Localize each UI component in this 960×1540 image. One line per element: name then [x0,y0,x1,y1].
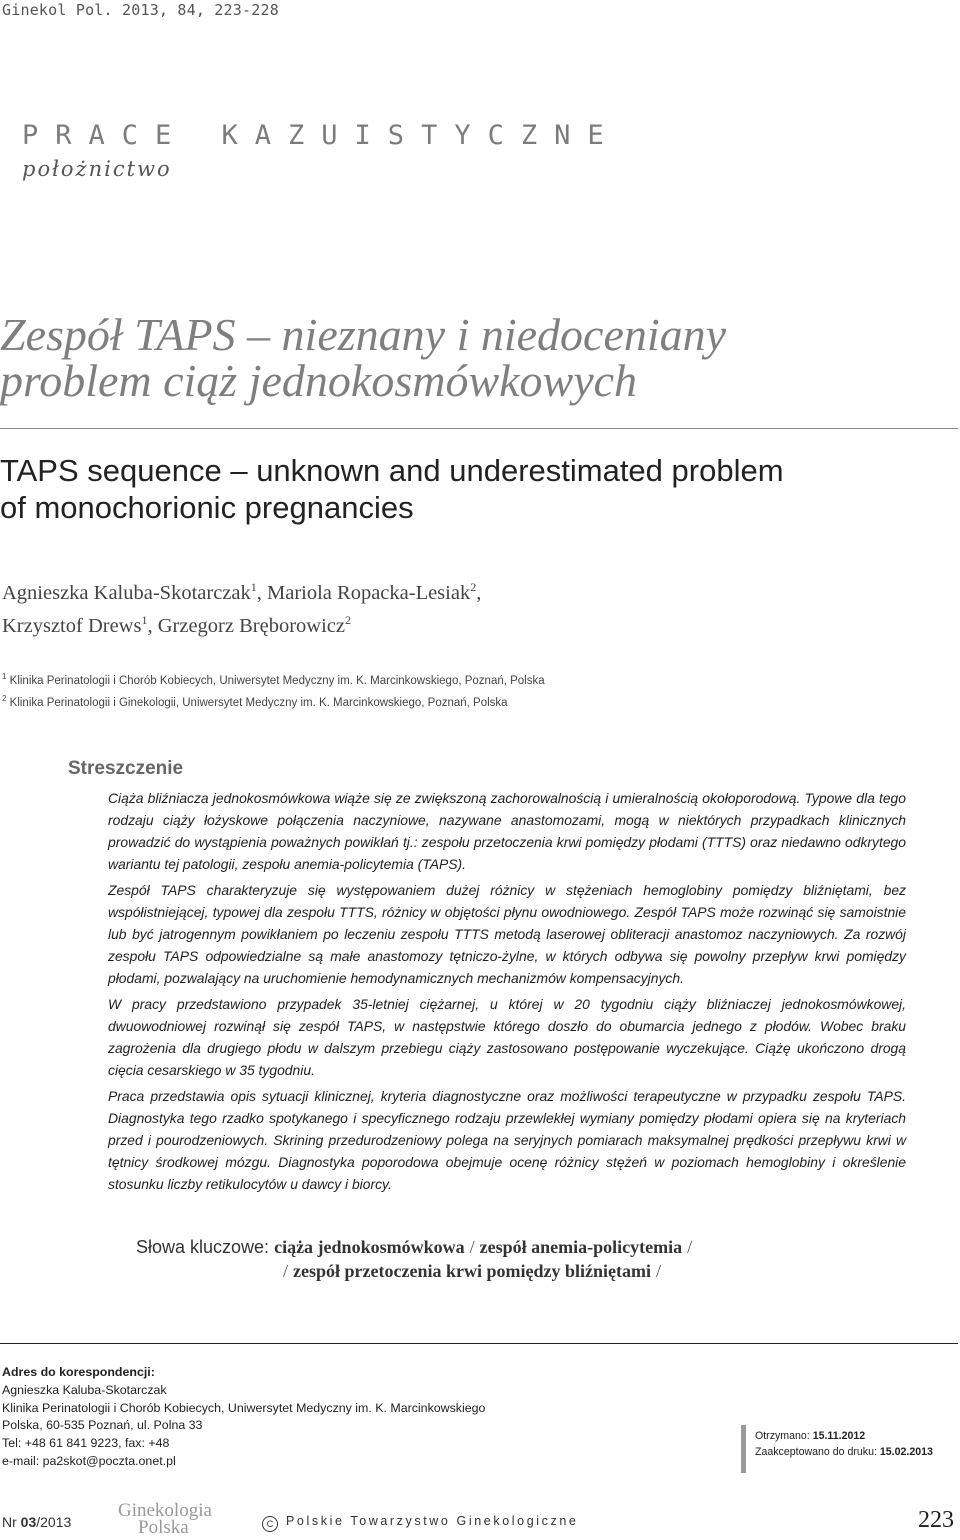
section-heading: PRACE KAZUISTYCZNE [22,120,621,151]
received-label: Otrzymano: [755,1430,810,1442]
society-name: Polskie Towarzystwo Ginekologiczne [286,1514,579,1528]
accepted-date [755,1444,933,1460]
abstract-body [108,787,906,1199]
abstract-paragraph: Ciąża bliźniacza jednokosmówkowa wiąże się ze zwiększoną zachorowalnością i umieralnością okołoporodową. Typowe dla tego rodzaju ciąży łożyskowe połączenia naczyniowe, nazywane anastomozami, mogą w niektórych przypadkach klinicznych prowadzić do wystąpienia poważnych powikłań tj.: zespołu przetoczenia krwi pomiędzy płodami (TTTS) oraz niedawno odkrytego wariantu tej patologii, zespołu anemia-policytemia (TAPS). [108,790,906,872]
author-affiliation-mark: 1 [250,580,257,594]
accepted-label: Zaakceptowano do druku: [755,1446,877,1458]
correspondence-email[interactable]: e-mail: pa2skot@poczta.onet.pl [2,1453,176,1468]
issue-number-value: 03 [20,1514,37,1530]
affiliation-number: 2 [2,693,7,703]
abstract-paragraph: Zespół TAPS charakteryzuje się występowaniem dużej różnicy w stężeniach hemoglobiny pomiędzy bliźniętami, bez współistniejącej, typowej dla zespołu TTTS, różnicy w objętości płynu owodniowego. Zespół TAPS może rozwinąć się samoistnie lub być jatrogennym powikłaniem po leczeniu zespołu TTTS metodą laserowej obliteracji anastomoz naczyniowych. Za rozwój zespołu TAPS odpowiedzialne są małe anastomozy tętniczo-żylne, w których odbywa się powolny przepływ krwi pomiędzy płodami, pozwalający na uruchomienie hemodynamicznych mechanizmów kompensacyjnych. [108,882,906,986]
keywords [136,1235,836,1283]
correspondence-line: Tel: +48 61 841 9223, fax: +48 [2,1436,170,1451]
keyword: ciąża jednokosmówkowa [274,1237,465,1257]
affiliation-list [2,668,545,712]
copyright-icon: C [262,1516,278,1532]
keywords-line [136,1235,836,1259]
author-affiliation-mark: 1 [141,612,148,627]
author-separator: , [476,581,482,604]
dates-block [755,1428,933,1460]
journal-reference: Ginekol Pol. 2013, 84, 223-228 [2,1,279,19]
dates-accent-bar [741,1425,746,1473]
title-polish-line: Zespół TAPS – nieznany i niedoceniany [0,309,727,360]
received-value: 15.11.2012 [812,1430,866,1442]
accepted-value: 15.02.2013 [879,1446,933,1458]
author-name: Grzegorz Bręborowicz [157,614,345,637]
author-affiliation-mark: 2 [344,612,351,627]
title-english-line: TAPS sequence – unknown and underestimated problem [0,453,784,488]
title-english [0,452,960,526]
correspondence-line: Klinika Perinatologii i Chorób Kobiecych, Uniwersytet Medyczny im. K. Marcinkowskiego [2,1400,486,1415]
author-line [2,607,481,640]
correspondence-line: Agnieszka Kaluba-Skotarczak [2,1382,167,1397]
author-affiliation-mark: 2 [470,580,477,594]
journal-logo-line: Polska [138,1517,189,1538]
affiliation-text: Klinika Perinatologii i Chorób Kobiecych, Uniwersytet Medyczny im. K. Marcinkowskiego, Poznań, Polska [9,674,545,687]
issue-prefix: Nr [2,1514,21,1530]
title-polish-line: problem ciąż jednokosmówkowych [0,355,638,406]
correspondence-divider [0,1343,958,1344]
title-english-line: of monochorionic pregnancies [0,490,414,525]
affiliation-item [2,668,545,690]
author-name: Agnieszka Kaluba-Skotarczak [2,581,251,604]
received-date [755,1428,933,1444]
correspondence-block [2,1364,485,1471]
keywords-line [136,1259,836,1283]
abstract-paragraph: W pracy przedstawiono przypadek 35-letniej ciężarnej, u której w 20 tygodniu ciąży bliźniaczej jednokosmówkowej, dwuowodniowej rozwinął się zespół TAPS, w następstwie którego doszło do obumarcia jednego z płodów. Wobec braku zagrożenia dla drugiego płodu w dalszym przebiegu ciąży zastosowano postępowanie wyczekujące. Ciążę ukończono drogą cięcia cesarskiego w 35 tygodniu. [108,996,906,1078]
abstract-heading: Streszczenie [68,758,184,779]
keyword-separator: / [469,1237,475,1257]
title-polish [0,309,960,406]
keyword-separator: / [655,1261,661,1281]
correspondence-line: Polska, 60-535 Poznań, ul. Polna 33 [2,1418,203,1433]
keyword: zespół anemia-policytemia [479,1237,683,1257]
author-name: Krzysztof Drews [2,614,142,637]
affiliation-item [2,690,545,712]
affiliation-number: 1 [2,672,7,681]
journal-logo-line: Ginekologia [118,1500,212,1521]
keyword-separator: / [687,1237,693,1257]
keywords-label: Słowa kluczowe: [136,1237,270,1257]
society-credit [262,1514,578,1532]
author-separator: , [147,614,158,637]
issue-number [2,1514,71,1530]
issue-year: /2013 [36,1514,72,1530]
author-line [2,574,481,607]
author-list [2,574,481,640]
journal-logo [118,1500,238,1540]
correspondence-heading: Adres do korespondencji: [2,1365,155,1379]
keyword: zespół przetoczenia krwi pomiędzy bliźniętami [293,1261,651,1281]
author-separator: , [256,581,267,604]
keyword-separator: / [283,1261,289,1281]
subsection-heading: położnictwo [22,157,172,181]
page-number: 223 [918,1507,954,1533]
affiliation-text: Klinika Perinatologii i Ginekologii, Uniwersytet Medyczny im. K. Marcinkowskiego, Poznań, Polska [9,696,508,709]
author-name: Mariola Ropacka-Lesiak [267,581,471,604]
title-divider [0,428,958,429]
abstract-paragraph: Praca przedstawia opis sytuacji klinicznej, kryteria diagnostyczne oraz możliwości terapeutyczne w przypadku zespołu TAPS. Diagnostyka tego rzadko spotykanego i specyficznego rodzaju przewlekłej wymiany pomiędzy płodami opiera się na kryteriach przed i pourodzeniowych. Skrining przedurodzeniowy polega na seryjnych pomiarach maksymalnej prędkości przepływu krwi w tętnicy środkowej mózgu. Diagnostyka poporodowa obejmuje ocenę różnicy stężeń w poziomach hemoglobiny i określenie stosunku liczby retikulocytów u dawcy i biorcy. [108,1088,906,1192]
